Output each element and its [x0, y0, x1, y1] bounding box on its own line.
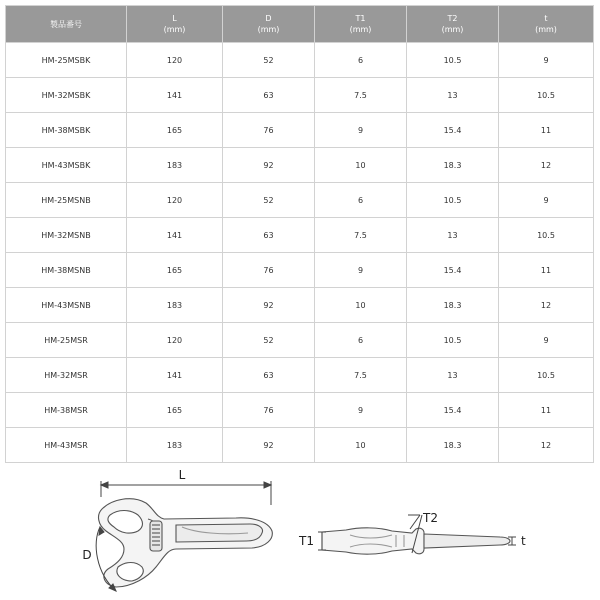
spec-value-cell: 165: [127, 253, 223, 288]
header-unit: (mm): [349, 25, 372, 34]
spec-value-cell: 13: [407, 78, 499, 113]
spec-value-cell: 63: [223, 218, 315, 253]
spec-value-cell: 9: [499, 183, 594, 218]
header-label: T1: [355, 14, 366, 23]
spec-value-cell: 10.5: [499, 218, 594, 253]
spec-value-cell: 7.5: [315, 358, 407, 393]
spec-value-cell: 52: [223, 43, 315, 78]
spec-value-cell: 7.5: [315, 218, 407, 253]
spec-value-cell: 12: [499, 288, 594, 323]
spec-value-cell: 18.3: [407, 288, 499, 323]
spec-value-cell: 165: [127, 393, 223, 428]
table-row: [6, 148, 594, 183]
product-code-cell: HM-25MSR: [6, 323, 127, 358]
header-cell: [6, 6, 127, 43]
spec-value-cell: 7.5: [315, 78, 407, 113]
spec-value-cell: 10.5: [407, 323, 499, 358]
spec-value-cell: 6: [315, 183, 407, 218]
spec-value-cell: 183: [127, 428, 223, 463]
spec-value-cell: 52: [223, 323, 315, 358]
header-cell: [407, 6, 499, 43]
spec-value-cell: 15.4: [407, 253, 499, 288]
wrench-side-icon: [322, 528, 510, 554]
product-code-cell: HM-38MSR: [6, 393, 127, 428]
spec-value-cell: 9: [499, 43, 594, 78]
header-cell: [127, 6, 223, 43]
spec-value-cell: 92: [223, 428, 315, 463]
spec-value-cell: 15.4: [407, 393, 499, 428]
spec-table: [5, 5, 594, 463]
t1-label: T1: [299, 534, 314, 548]
spec-value-cell: 120: [127, 183, 223, 218]
header-cell: [315, 6, 407, 43]
table-row: [6, 183, 594, 218]
spec-value-cell: 10.5: [499, 78, 594, 113]
spec-value-cell: 76: [223, 253, 315, 288]
table-row: [6, 43, 594, 78]
length-label: L: [178, 468, 186, 482]
spec-value-cell: 10.5: [407, 43, 499, 78]
table-header-row: [6, 6, 594, 43]
header-unit: (mm): [257, 25, 280, 34]
spec-value-cell: 52: [223, 183, 315, 218]
table-row: [6, 218, 594, 253]
product-code-cell: HM-43MSNB: [6, 288, 127, 323]
product-code-cell: HM-32MSBK: [6, 78, 127, 113]
product-code-cell: HM-38MSBK: [6, 113, 127, 148]
spec-value-cell: 63: [223, 78, 315, 113]
spec-value-cell: 76: [223, 393, 315, 428]
table-body: [6, 43, 594, 463]
spec-value-cell: 15.4: [407, 113, 499, 148]
spec-value-cell: 13: [407, 218, 499, 253]
table-row: [6, 253, 594, 288]
product-code-cell: HM-43MSBK: [6, 148, 127, 183]
header-cell: [223, 6, 315, 43]
table-row: [6, 428, 594, 463]
spec-value-cell: 11: [499, 393, 594, 428]
spec-value-cell: 12: [499, 428, 594, 463]
spec-value-cell: 10: [315, 428, 407, 463]
spec-value-cell: 9: [499, 323, 594, 358]
header-unit: (mm): [535, 25, 557, 34]
spec-value-cell: 6: [315, 43, 407, 78]
jaw-label: D: [82, 548, 92, 562]
product-code-cell: HM-25MSBK: [6, 43, 127, 78]
spec-value-cell: 13: [407, 358, 499, 393]
t-label: t: [521, 534, 526, 548]
header-unit: (mm): [441, 25, 464, 34]
spec-value-cell: 12: [499, 148, 594, 183]
spec-value-cell: 6: [315, 323, 407, 358]
spec-value-cell: 120: [127, 43, 223, 78]
t2-label: T2: [423, 511, 438, 525]
product-code-cell: HM-38MSNB: [6, 253, 127, 288]
spec-value-cell: 9: [315, 253, 407, 288]
product-code-cell: HM-43MSR: [6, 428, 127, 463]
spec-value-cell: 120: [127, 323, 223, 358]
spec-value-cell: 183: [127, 148, 223, 183]
product-code-cell: HM-25MSNB: [6, 183, 127, 218]
header-label: 製品番号: [50, 19, 82, 29]
product-code-cell: HM-32MSNB: [6, 218, 127, 253]
table-row: [6, 288, 594, 323]
spec-value-cell: 18.3: [407, 428, 499, 463]
spec-value-cell: 9: [315, 113, 407, 148]
spec-value-cell: 10: [315, 148, 407, 183]
spec-value-cell: 10.5: [407, 183, 499, 218]
header-unit: (mm): [163, 25, 186, 34]
spec-value-cell: 11: [499, 113, 594, 148]
table-row: [6, 113, 594, 148]
spec-value-cell: 63: [223, 358, 315, 393]
product-code-cell: HM-32MSR: [6, 358, 127, 393]
table-row: [6, 393, 594, 428]
wrench-front-icon: [99, 499, 273, 587]
spec-value-cell: 18.3: [407, 148, 499, 183]
spec-value-cell: 165: [127, 113, 223, 148]
spec-value-cell: 10.5: [499, 358, 594, 393]
header-label: T2: [447, 14, 458, 23]
spec-value-cell: 10: [315, 288, 407, 323]
spec-value-cell: 183: [127, 288, 223, 323]
spec-value-cell: 92: [223, 148, 315, 183]
header-cell: [499, 6, 594, 43]
spec-value-cell: 141: [127, 78, 223, 113]
spec-value-cell: 141: [127, 218, 223, 253]
header-label: t: [544, 14, 548, 23]
header-label: L: [172, 14, 177, 23]
table-row: [6, 358, 594, 393]
spec-value-cell: 92: [223, 288, 315, 323]
wrench-diagram: [0, 463, 600, 600]
spec-value-cell: 141: [127, 358, 223, 393]
spec-value-cell: 76: [223, 113, 315, 148]
table-row: [6, 323, 594, 358]
spec-value-cell: 9: [315, 393, 407, 428]
spec-value-cell: 11: [499, 253, 594, 288]
header-label: D: [265, 14, 272, 23]
table-row: [6, 78, 594, 113]
